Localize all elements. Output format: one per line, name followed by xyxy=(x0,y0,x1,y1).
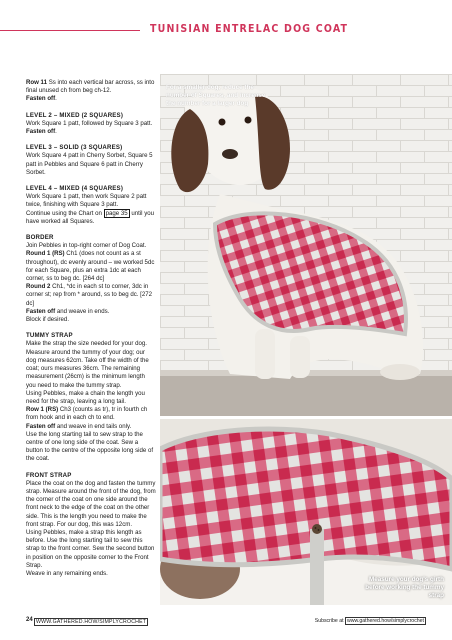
level2-heading: LEVEL 2 – MIXED (2 SQUARES) xyxy=(26,111,124,119)
footer-left-link[interactable]: WWW.GATHERED.HOW/SIMPLYCROCHET xyxy=(36,619,147,625)
border-heading: BORDER xyxy=(26,234,54,242)
round2-label: Round 2 xyxy=(26,283,51,291)
border-fasten-off xyxy=(26,308,156,316)
front-heading: FRONT STRAP xyxy=(26,471,72,479)
tummy-fasten-off-tail: and weave in end tails only. xyxy=(55,422,132,430)
level2-text: Work Square 1 patt, followed by Square 3 patt. Fasten off. xyxy=(26,119,153,136)
page-header xyxy=(0,18,452,40)
page-number: 24 xyxy=(26,617,33,623)
block-text: Block if desired. xyxy=(26,316,70,324)
level4-text-b xyxy=(26,210,156,226)
row1-label: Row 1 (RS) xyxy=(26,406,59,414)
level4-heading: LEVEL 4 – MIXED (4 SQUARES) xyxy=(26,185,124,193)
border-text: Join Pebbles in top-right corner of Dog Coat. xyxy=(26,242,147,250)
front-text2: Using Pebbles, make a strap this length as before. Use the long starting tail to sew this strap to the front corner. Sew the second button in position on the opposite corner to the Front Strap. xyxy=(26,528,155,569)
caption-bottom: Measure your dog's girth before working the tummy strap xyxy=(365,576,444,600)
instructions-column xyxy=(26,79,156,578)
front-text3: Weave in any remaining ends. xyxy=(26,569,108,577)
level4-text-a: Work Square 1 patt, then work Square 2 patt twice, finishing with Square 3 patt. xyxy=(26,193,147,209)
page-link[interactable]: page 35 xyxy=(105,209,128,217)
level3-heading: LEVEL 3 – SOLID (3 SQUARES) xyxy=(26,144,123,152)
front-text: Place the coat on the dog and fasten the tummy strap. Measure around the front of the dog, from the corner of the coat on one side around the front neck to the edge of the coat on the other side. This is the length you need to make the front strap. For our dog, this was 12cm. xyxy=(26,479,156,528)
level4-text-c: until you have worked all Squares. xyxy=(26,209,155,225)
tummy-fasten-off xyxy=(26,423,156,431)
row11-paragraph: Row 11 Ss into each vertical bar across, ss into final unused ch from beg ch-12. Fasten off. xyxy=(26,79,155,103)
footer-subscribe xyxy=(315,618,426,624)
round1-label: Round 1 (RS) xyxy=(26,250,65,258)
row11-text: Ss into each vertical bar across, ss into final unused ch from beg ch-12. xyxy=(26,79,155,95)
round2-text: Ch1, *dc in each st to corner, 3dc in corner st; rep from * around, ss to beg dc. [272 dc] xyxy=(26,283,153,307)
header-rule xyxy=(0,30,140,31)
row1-paragraph xyxy=(26,406,156,422)
caption-top: For a smaller dog, reduce the number of Squares, and increase the number for a larger dog xyxy=(166,84,266,108)
row1-text: Ch3 (counts as tr), tr in fourth ch from hook and in each ch to end. xyxy=(26,406,148,422)
border-fasten-off-tail: and weave in ends. xyxy=(55,307,110,315)
level2-text-content: Work Square 1 patt, followed by Square 3 patt. xyxy=(26,119,153,127)
dog-photo-top xyxy=(160,74,452,416)
level3-text: Work Square 4 patt in Cherry Sorbet, Square 5 patt in Pebbles and Square 6 patt in Cherry Sorbet. xyxy=(26,152,153,176)
level2-fasten-off: Fasten off xyxy=(26,128,56,136)
tummy-heading: TUMMY STRAP xyxy=(26,332,73,340)
row11-label: Row 11 xyxy=(26,79,47,86)
tummy-text: Make the strap the size needed for your dog. Measure around the tummy of your dog; our dog measures 62cm. Take off the width of the coat; ours measures 36cm. The remaining measurement (26cm) is the minimum length you need to make the tummy strap. xyxy=(26,340,149,389)
footer-subscribe-text: Subscribe at xyxy=(314,618,346,624)
tummy-fasten-off-label: Fasten off xyxy=(26,422,56,430)
round1-paragraph xyxy=(26,250,156,283)
border-fasten-off-label: Fasten off xyxy=(26,307,56,315)
page-title: TUNISIAN ENTRELAC DOG COAT xyxy=(150,23,349,35)
fasten-off-label: Fasten off xyxy=(26,95,56,103)
page-footer xyxy=(0,617,452,627)
round1-text: Ch1 (does not count as a st throughout), dc evenly around – we worked 5dc for each Square, plus an extra 1dc at each corner, ss to beg dc. [264 dc] xyxy=(26,250,155,283)
tummy-text3: Use the long starting tail to sew strap to the centre of one long side of the coat. Sew a button to the centre of the opposite long side of the coat. xyxy=(26,430,154,463)
level4-text-b-content: Continue using the Chart on xyxy=(26,209,102,217)
round2-paragraph xyxy=(26,283,156,308)
footer-subscribe-link[interactable]: www.gathered.how/simplycrochet xyxy=(347,618,424,624)
dog-photo-top-illustration xyxy=(160,74,452,416)
tummy-text2: Using Pebbles, make a chain the length you need for the strap, leaving a long tail. xyxy=(26,389,145,405)
